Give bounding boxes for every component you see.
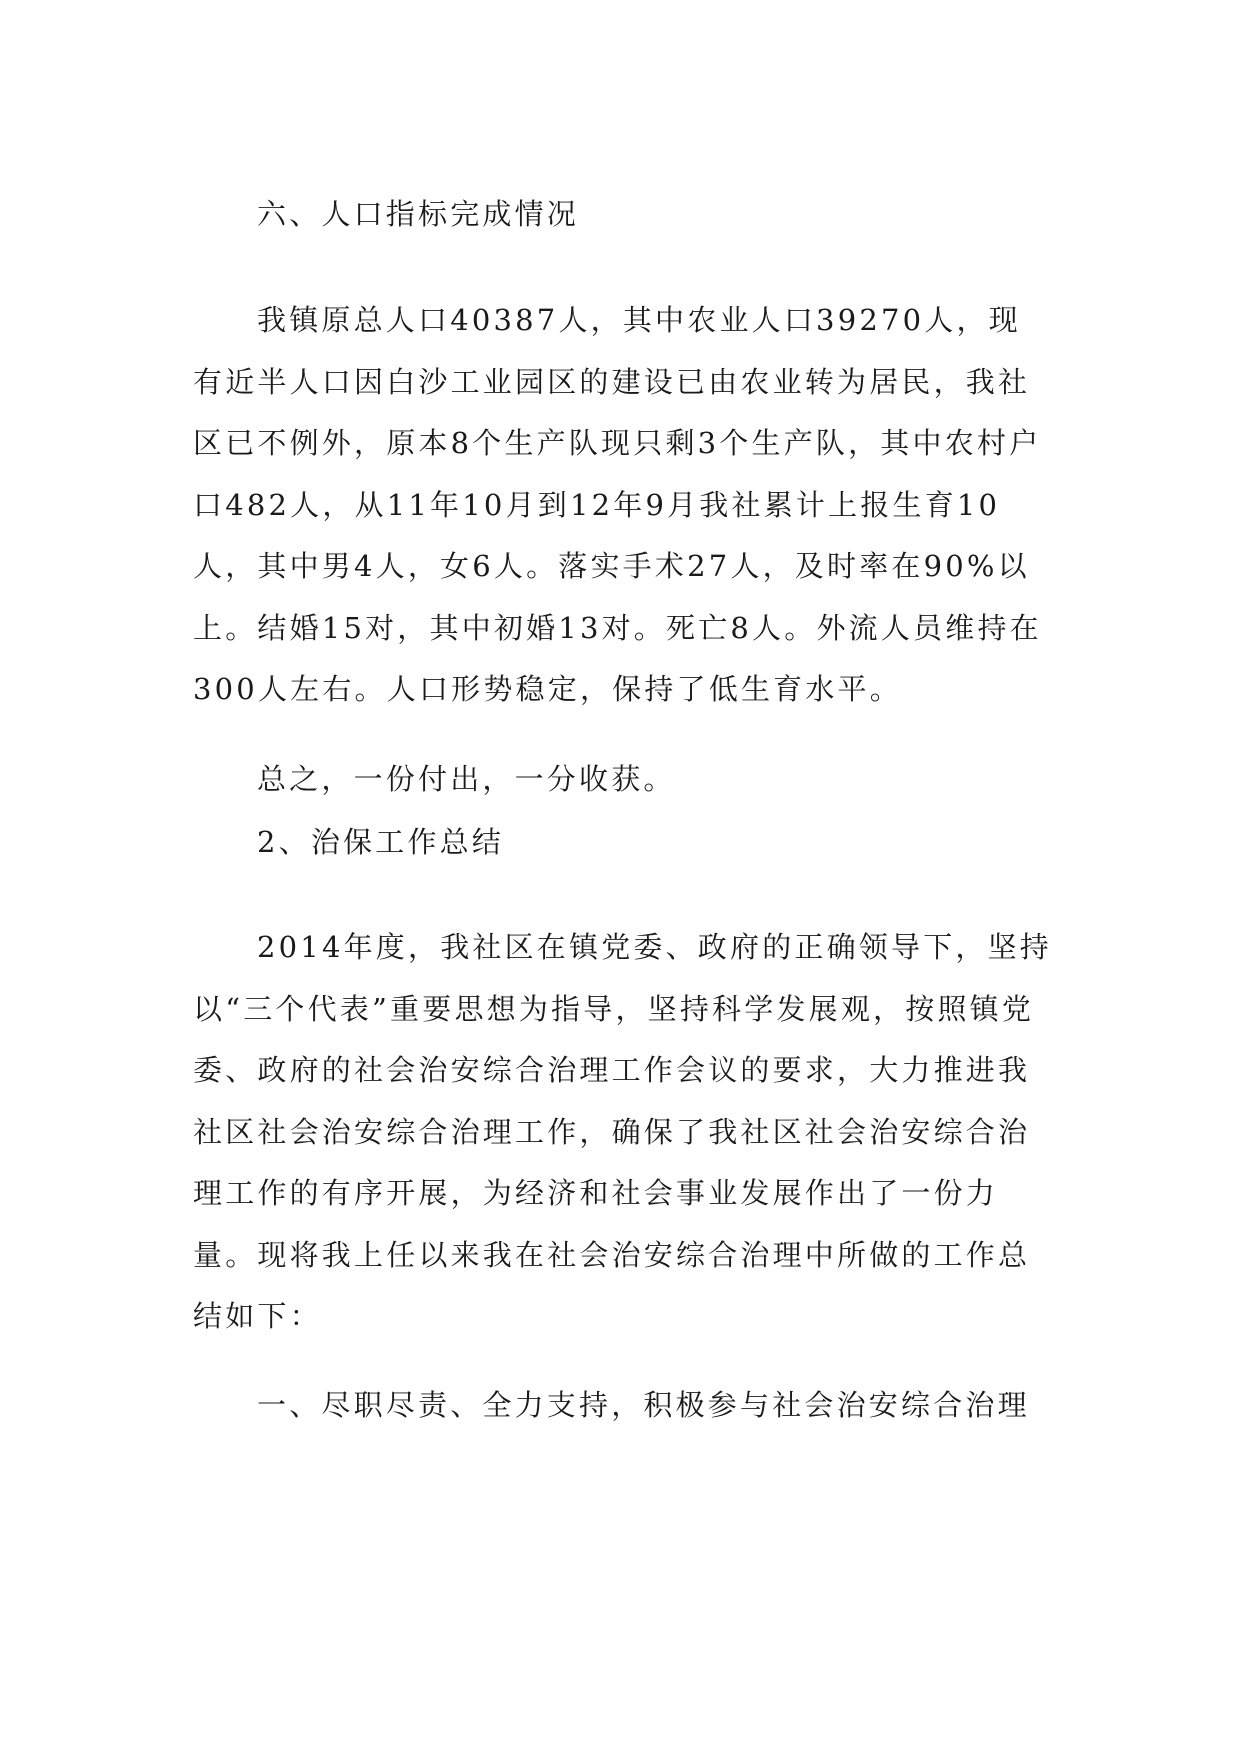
subheading-duty: 一、尽职尽责、全力支持，积极参与社会治安综合治理 (257, 1388, 1030, 1422)
population-paragraph: 我镇原总人口40387人，其中农业人口39270人，现有近半人口因白沙工业园区的建设已由农业转为居民，我社区已不例外，原本8个生产队现只剩3个生产队，其中农村户口482人，从11年10月到12年9月我社累计上报生育10人，其中男4人，女6人。落实手术27人，及时率在90%以上。结婚15对，其中初婚13对。死亡8人。外流人员维持在300人左右。人口形势稳定，保持了低生育水平。 (193, 303, 1042, 706)
section-heading-population: 六、人口指标完成情况 (257, 197, 580, 231)
security-paragraph: 2014年度，我社区在镇党委、政府的正确领导下，坚持以“三个代表”重要思想为指导，坚持科学发展观，按照镇党委、政府的社会治安综合治理工作会议的要求，大力推进我社区社会治安综合治理工作，确保了我社区社会治安综合治理工作的有序开展，为经济和社会事业发展作出了一份力量。现将我上任以来我在社会治安综合治理中所做的工作总结如下： (193, 930, 1053, 1333)
summary-line: 总之，一份付出，一分收获。 (257, 762, 676, 796)
section-heading-security: 2、治保工作总结 (257, 825, 505, 859)
